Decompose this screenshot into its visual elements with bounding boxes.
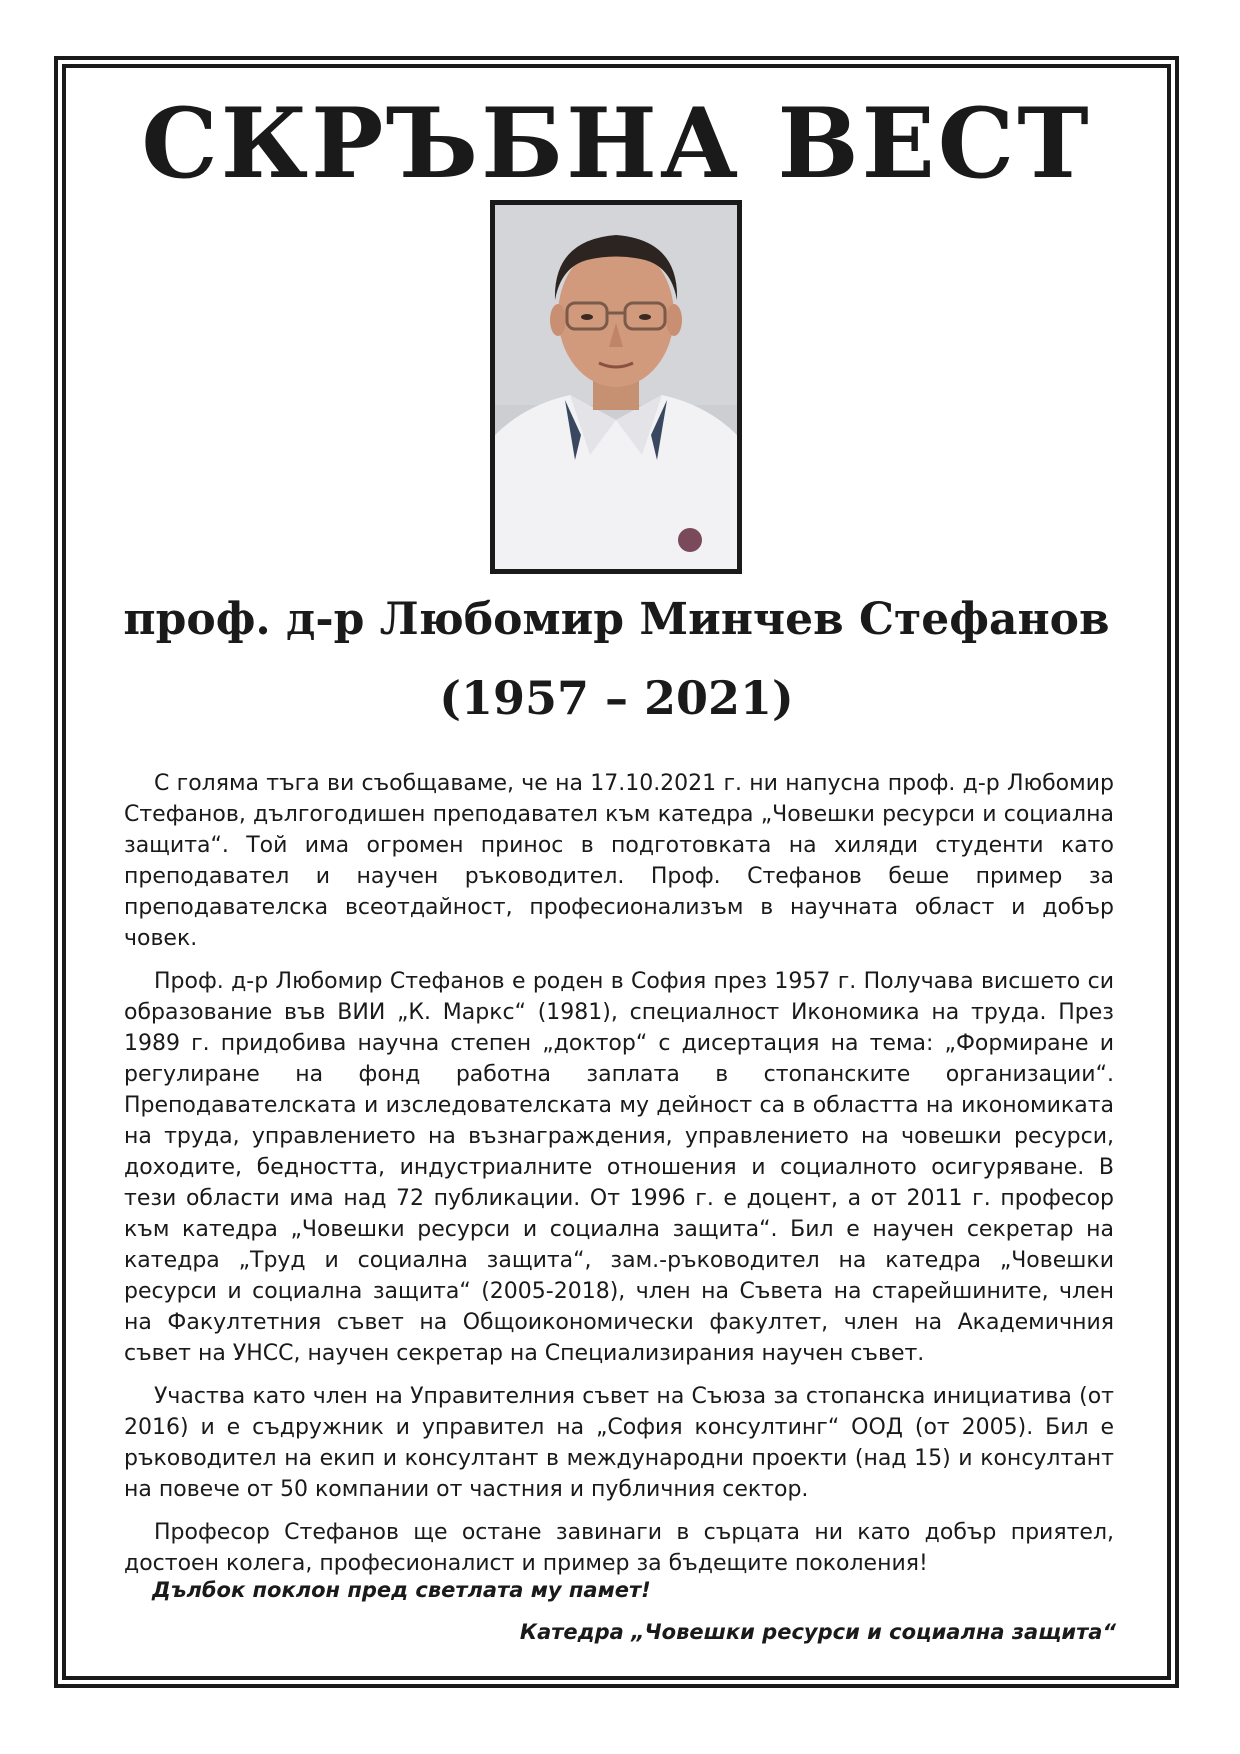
signature: Катедра „Човешки ресурси и социална защита“ [519, 1620, 1116, 1644]
paragraph: Проф. д-р Любомир Стефанов е роден в София през 1957 г. Получава висшето си образование във ВИИ „К. Маркс“ (1981), специалност Икономика на труда. През 1989 г. придобива научна степен „доктор“ с дисертация на тема: „Формиране и регулиране на фонд работна заплата в стопанските организации“. Преподавателската и изследователската му дейност са в областта на икономиката на труда, управлението на възнаграждения, управлението на човешки ресурси, доходите, бедността, индустриалните отношения и социалното осигуряване. В тези области има над 72 публикации. От 1996 г. е доцент, а от 2011 г. професор към катедра „Човешки ресурси и социална защита“. Бил е научен секретар на катедра „Труд и социална защита“, зам.-ръководител на катедра „Човешки ресурси и социална защита“ (2005-2018), член на Съвета на старейшините, член на Факултетния съвет на Общоикономически факултет, член на Академичния съвет на УНСС, научен секретар на Специализирания научен съвет. [124, 969, 1114, 1366]
portrait-image [495, 205, 737, 569]
deceased-name: проф. д-р Любомир Минчев Стефанов [123, 594, 1110, 645]
paragraph: С голяма тъга ви съобщаваме, че на 17.10.2021 г. ни напусна проф. д-р Любомир Стефанов, дългогодишен преподавател към катедра „Човешки ресурси и социална защита“. Той има огромен принос в подготовката на хиляди студенти като преподавател и научен ръководител. Проф. Стефанов беше пример за преподавателска всеотдайност, професионализъм в научната област и добър човек. [124, 771, 1114, 951]
paragraph: Участва като член на Управителния съвет на Съюза за стопанска инициатива (от 2016) и е съдружник и управител на „София консултинг“ ООД (от 2005). Бил е ръководител на екип и консултант в международни проекти (над 15) и консултант на повече от 50 компании от частния и публичния сектор. [124, 1384, 1114, 1502]
page-title: СКРЪБНА ВЕСТ [141, 87, 1092, 200]
obituary-body [124, 768, 1114, 1591]
portrait-photo [490, 200, 742, 574]
life-years: (1957 – 2021) [439, 671, 794, 725]
closing-line: Дълбок поклон пред светлата му памет! [152, 1578, 651, 1602]
paragraph: Професор Стефанов ще остане завинаги в сърцата ни като добър приятел, достоен колега, професионалист и пример за бъдещите поколения! [124, 1520, 1114, 1576]
